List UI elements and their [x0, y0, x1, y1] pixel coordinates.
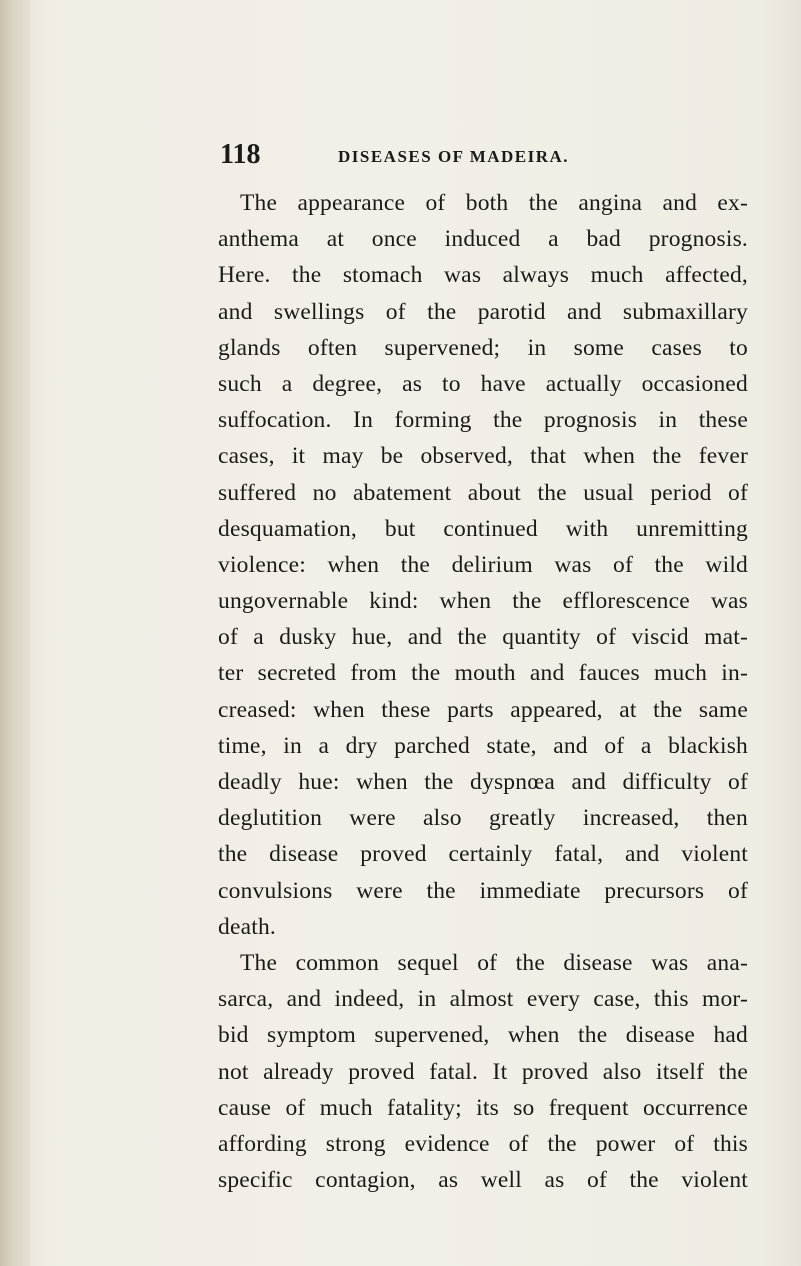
text-line: and swellings of the parotid and submaxillary: [218, 298, 748, 325]
text-line: of a dusky hue, and the quantity of viscid mat-: [218, 624, 748, 651]
running-head: DISEASES OF MADEIRA.: [338, 147, 570, 166]
text-line: not already proved fatal. It proved also itself the: [218, 1058, 748, 1085]
text-line: cases, it may be observed, that when the fever: [218, 443, 748, 470]
text-line: desquamation, but continued with unremitting: [218, 515, 748, 542]
page-number: 118: [220, 139, 261, 170]
text-line: Here. the stomach was always much affected,: [218, 262, 748, 289]
text-line: suffered no abatement about the usual period of: [218, 479, 748, 506]
text-line: cause of much fatality; its so frequent occurrence: [218, 1094, 748, 1121]
page-gutter: [0, 0, 30, 1266]
text-line: sarca, and indeed, in almost every case, this mor-: [218, 986, 748, 1013]
text-line: convulsions were the immediate precursors of: [218, 877, 748, 904]
text-line: the disease proved certainly fatal, and violent: [218, 841, 748, 868]
text-line: such a degree, as to have actually occasioned: [218, 370, 748, 397]
text-line: deglutition were also greatly increased, then: [218, 805, 748, 832]
text-line: The appearance of both the angina and ex-: [240, 190, 748, 216]
page-header: [220, 138, 780, 178]
text-line: deadly hue: when the dyspnœa and difficulty of: [218, 769, 748, 795]
text-line: creased: when these parts appeared, at the same: [218, 696, 748, 723]
text-line: anthema at once induced a bad prognosis.: [218, 226, 748, 253]
text-line: The common sequel of the disease was ana-: [240, 949, 748, 976]
text-line: time, in a dry parched state, and of a blackish: [218, 732, 748, 759]
text-line: glands often supervened; in some cases to: [218, 334, 748, 361]
text-line: ter secreted from the mouth and fauces much in-: [218, 660, 748, 687]
text-line: specific contagion, as well as of the violent: [218, 1167, 748, 1194]
body-text: [218, 185, 748, 1198]
text-line: suffocation. In forming the prognosis in these: [218, 407, 748, 434]
text-line: affording strong evidence of the power of this: [218, 1130, 748, 1157]
text-line: death.: [218, 913, 276, 940]
text-line: bid symptom supervened, when the disease had: [218, 1022, 748, 1049]
text-line: ungovernable kind: when the efflorescence was: [218, 588, 748, 615]
text-line: violence: when the delirium was of the wild: [218, 551, 748, 578]
